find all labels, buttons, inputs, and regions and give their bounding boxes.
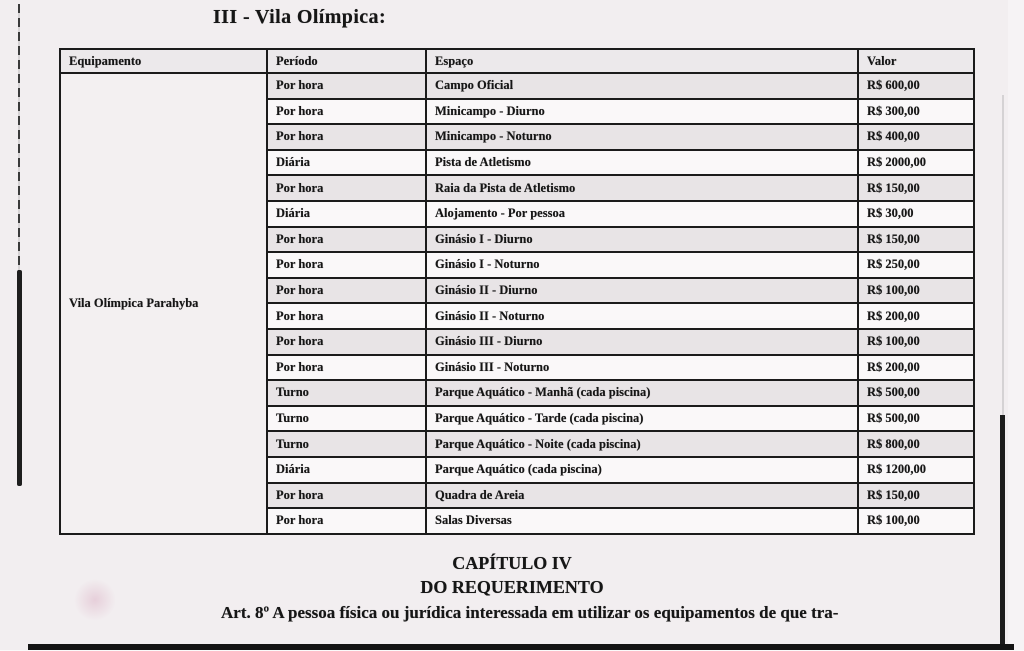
period-cell: Diária [267,457,426,483]
period-cell: Diária [267,150,426,176]
table-row [60,73,974,99]
column-header-periodo: Período [267,49,426,73]
space-cell: Parque Aquático - Manhã (cada piscina) [426,380,858,406]
period-cell: Por hora [267,355,426,381]
space-cell: Ginásio II - Diurno [426,278,858,304]
period-cell: Por hora [267,483,426,509]
value-cell: R$ 800,00 [858,431,974,457]
period-cell: Por hora [267,124,426,150]
period-cell: Por hora [267,99,426,125]
scan-edge-line-left-thin [18,4,20,272]
period-cell: Por hora [267,508,426,534]
period-cell: Por hora [267,252,426,278]
space-cell: Ginásio III - Noturno [426,355,858,381]
table-header-row [60,49,974,73]
period-cell: Diária [267,201,426,227]
space-cell: Alojamento - Por pessoa [426,201,858,227]
value-cell: R$ 200,00 [858,355,974,381]
value-cell: R$ 100,00 [858,508,974,534]
space-cell: Ginásio I - Noturno [426,252,858,278]
table-body [60,73,974,534]
value-cell: R$ 600,00 [858,73,974,99]
value-cell: R$ 500,00 [858,406,974,432]
period-cell: Por hora [267,329,426,355]
space-cell: Ginásio II - Noturno [426,303,858,329]
value-cell: R$ 250,00 [858,252,974,278]
period-cell: Por hora [267,175,426,201]
value-cell: R$ 2000,00 [858,150,974,176]
space-cell: Parque Aquático (cada piscina) [426,457,858,483]
section-title: III - Vila Olímpica: [213,6,387,28]
space-cell: Minicampo - Noturno [426,124,858,150]
space-cell: Parque Aquático - Noite (cada piscina) [426,431,858,457]
column-header-equipamento: Equipamento [60,49,267,73]
value-cell: R$ 100,00 [858,329,974,355]
value-cell: R$ 500,00 [858,380,974,406]
value-cell: R$ 200,00 [858,303,974,329]
period-cell: Por hora [267,303,426,329]
space-cell: Minicampo - Diurno [426,99,858,125]
scan-edge-line-right-faint [1002,95,1004,417]
value-cell: R$ 30,00 [858,201,974,227]
value-cell: R$ 100,00 [858,278,974,304]
chapter-title: DO REQUERIMENTO [420,576,604,597]
space-cell: Quadra de Areia [426,483,858,509]
article-paragraph: Art. 8º A pessoa física ou jurídica interessada em utilizar os equipamentos de que tra- [221,603,839,622]
period-cell: Por hora [267,227,426,253]
period-cell: Turno [267,380,426,406]
period-cell: Por hora [267,73,426,99]
value-cell: R$ 1200,00 [858,457,974,483]
equipment-cell: Vila Olímpica Parahyba [60,73,267,534]
space-cell: Parque Aquático - Tarde (cada piscina) [426,406,858,432]
space-cell: Ginásio III - Diurno [426,329,858,355]
space-cell: Salas Diversas [426,508,858,534]
chapter-number: CAPÍTULO IV [452,553,572,573]
space-cell: Pista de Atletismo [426,150,858,176]
period-cell: Turno [267,431,426,457]
period-cell: Turno [267,406,426,432]
space-cell: Raia da Pista de Atletismo [426,175,858,201]
scan-edge-bar-bottom [28,644,1014,650]
value-cell: R$ 300,00 [858,99,974,125]
space-cell: Ginásio I - Diurno [426,227,858,253]
value-cell: R$ 150,00 [858,175,974,201]
scan-edge-line-left-thick [17,270,22,486]
value-cell: R$ 150,00 [858,483,974,509]
chapter-heading [0,551,1024,600]
value-cell: R$ 150,00 [858,227,974,253]
column-header-espaco: Espaço [426,49,858,73]
value-cell: R$ 400,00 [858,124,974,150]
period-cell: Por hora [267,278,426,304]
space-cell: Campo Oficial [426,73,858,99]
tariff-table [59,48,975,535]
column-header-valor: Valor [858,49,974,73]
